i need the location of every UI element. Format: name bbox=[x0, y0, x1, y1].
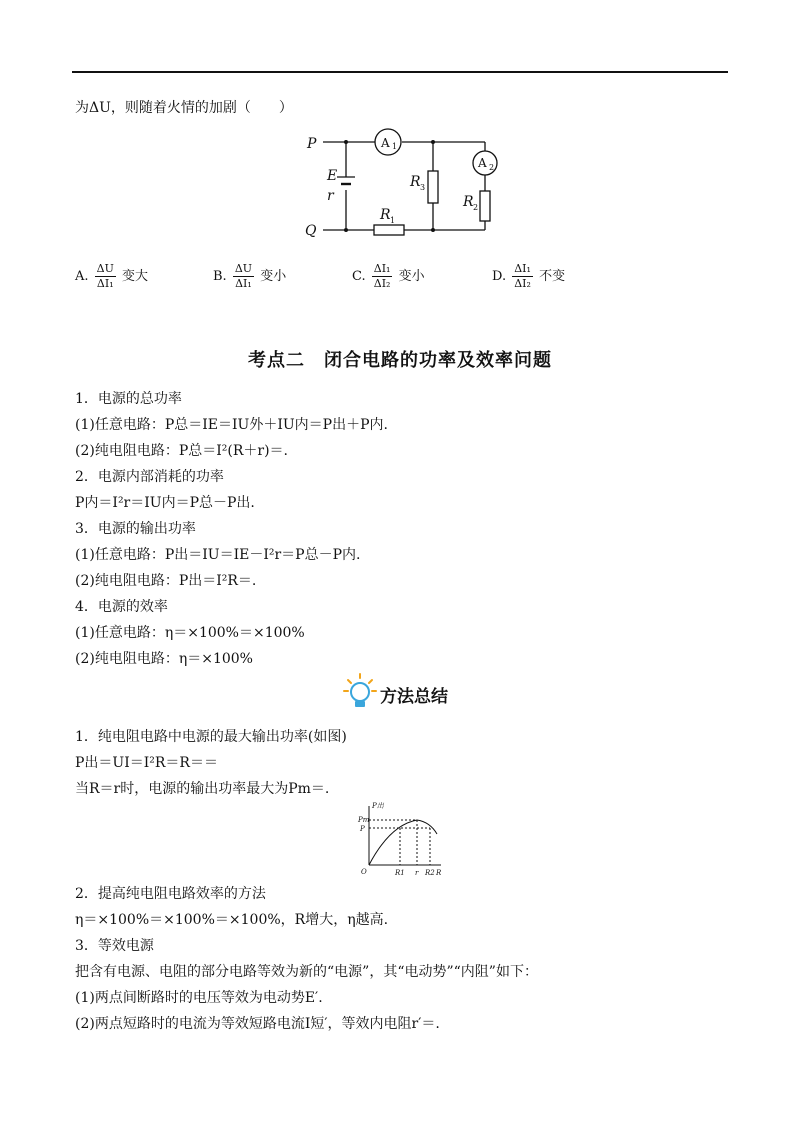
r2-label: R bbox=[463, 194, 474, 210]
lightbulb-icon bbox=[342, 672, 378, 712]
text-line: 3．等效电源 bbox=[75, 938, 154, 954]
graph-r2-label: R2 bbox=[425, 869, 435, 877]
text-line: 1．纯电阻电路中电源的最大输出功率(如图) bbox=[75, 729, 347, 745]
text-line: P内＝I²r＝IU内＝P总－P出. bbox=[75, 495, 255, 511]
text-line: P出＝UI＝I²R＝R＝＝ bbox=[75, 755, 218, 771]
a1-sub: 1 bbox=[392, 142, 398, 151]
r1-label: R bbox=[380, 207, 391, 223]
graph-p-label: P bbox=[360, 825, 365, 833]
terminal-q-label: Q bbox=[305, 223, 317, 239]
option-c[interactable]: C. $\frac{\text{ΔI₁}}{\text{ΔI₂}}$ 变小 bbox=[352, 262, 425, 290]
text-line: (2)纯电阻电路：η＝×100% bbox=[75, 651, 253, 667]
text-line: 2．提高纯电阻电路效率的方法 bbox=[75, 886, 266, 902]
r3-label: R bbox=[410, 174, 421, 190]
emf-label: E bbox=[327, 168, 338, 184]
a2-sub: 2 bbox=[489, 163, 495, 172]
terminal-p-label: P bbox=[307, 136, 317, 152]
text-line: (2)两点短路时的电流为等效短路电流I短′，等效内电阻r′＝. bbox=[75, 1016, 440, 1032]
graph-r-label: r bbox=[415, 869, 419, 877]
header-rule bbox=[72, 71, 728, 73]
text-line: (2)纯电阻电路：P总＝I²(R＋r)＝. bbox=[75, 443, 289, 459]
option-d-fraction: $\frac{\text{ΔI₁}}{\text{ΔI₂}}$ bbox=[514, 262, 531, 290]
option-d[interactable]: D. $\frac{\text{ΔI₁}}{\text{ΔI₂}}$ 不变 bbox=[492, 262, 566, 290]
r2-sub: 2 bbox=[473, 203, 479, 212]
option-b[interactable]: B. $\frac{\Delta U}{\text{ΔI₁}}$ 变小 bbox=[213, 262, 287, 290]
graph-y-label: P出 bbox=[372, 802, 384, 810]
option-a-fraction: $\frac{\Delta U}{\text{ΔI₁}}$ bbox=[96, 262, 114, 290]
text-line: (1)两点间断路时的电压等效为电动势E′. bbox=[75, 990, 323, 1006]
option-a[interactable]: A. $\frac{\Delta U}{\text{ΔI₁}}$ 变大 bbox=[75, 262, 149, 290]
text-line: (1)任意电路：η＝×100%＝×100% bbox=[75, 625, 305, 641]
option-c-fraction: $\frac{\text{ΔI₁}}{\text{ΔI₂}}$ bbox=[373, 262, 391, 290]
power-curve-graph bbox=[0, 800, 800, 880]
question-intro: 为ΔU，则随着火情的加剧（ ） bbox=[75, 100, 293, 116]
text-line: 2．电源内部消耗的功率 bbox=[75, 469, 224, 485]
text-line: 3．电源的输出功率 bbox=[75, 521, 196, 537]
graph-origin-label: O bbox=[361, 868, 367, 876]
graph-r1-label: R1 bbox=[395, 869, 405, 877]
text-line: 当R＝r时，电源的输出功率最大为Pm＝. bbox=[75, 781, 330, 797]
section-title: 考点二 闭合电路的功率及效率问题 bbox=[248, 350, 552, 371]
text-line: 1．电源的总功率 bbox=[75, 391, 182, 407]
r3-sub: 3 bbox=[420, 183, 426, 192]
a2-label: A bbox=[478, 156, 487, 170]
internal-r-label: r bbox=[327, 188, 334, 204]
text-line: 4．电源的效率 bbox=[75, 599, 168, 615]
r1-sub: 1 bbox=[390, 216, 396, 225]
text-line: (1)任意电路：P出＝IU＝IE－I²r＝P总－P内. bbox=[75, 547, 361, 563]
text-line: (1)任意电路：P总＝IE＝IU外＋IU内＝P出＋P内. bbox=[75, 417, 388, 433]
a1-label: A bbox=[381, 136, 390, 150]
circuit-diagram bbox=[0, 120, 800, 380]
text-line: 把含有电源、电阻的部分电路等效为新的“电源”，其“电动势”“内阻”如下： bbox=[75, 964, 538, 980]
graph-R-label: R bbox=[436, 869, 442, 877]
method-summary-label: 方法总结 bbox=[380, 687, 448, 707]
text-line: η＝×100%＝×100%＝×100%，R增大，η越高. bbox=[75, 912, 389, 928]
option-b-fraction: $\frac{\Delta U}{\text{ΔI₁}}$ bbox=[234, 262, 253, 290]
text-line: (2)纯电阻电路：P出＝I²R＝. bbox=[75, 573, 257, 589]
graph-pm-label: Pm bbox=[358, 816, 370, 824]
